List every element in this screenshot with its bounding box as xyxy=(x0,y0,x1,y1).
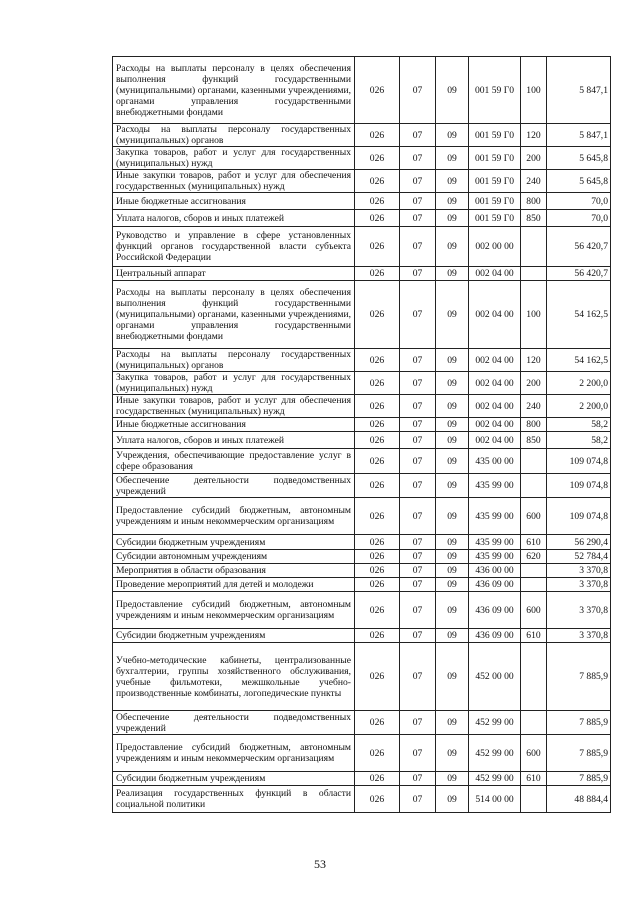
row-target-code: 002 04 00 xyxy=(469,372,521,395)
table-row xyxy=(113,267,611,281)
row-ved-code: 026 xyxy=(355,372,400,395)
row-target-code: 002 04 00 xyxy=(469,432,521,449)
row-section-code: 07 xyxy=(400,578,436,592)
row-section-code: 07 xyxy=(400,57,436,124)
table-row xyxy=(113,124,611,147)
row-subsection-code: 09 xyxy=(436,227,469,267)
row-section-code: 07 xyxy=(400,629,436,643)
row-section-code: 07 xyxy=(400,498,436,535)
row-expense-type xyxy=(521,643,547,711)
row-expense-type: 600 xyxy=(521,498,547,535)
row-section-code: 07 xyxy=(400,643,436,711)
table-row xyxy=(113,550,611,564)
row-amount: 52 784,4 xyxy=(547,550,611,564)
row-amount: 56 420,7 xyxy=(547,227,611,267)
row-expense-type: 800 xyxy=(521,193,547,210)
row-subsection-code: 09 xyxy=(436,550,469,564)
row-ved-code: 026 xyxy=(355,711,400,735)
row-amount: 3 370,8 xyxy=(547,629,611,643)
row-subsection-code: 09 xyxy=(436,772,469,786)
row-section-code: 07 xyxy=(400,772,436,786)
row-target-code: 001 59 Г0 xyxy=(469,147,521,170)
row-subsection-code: 09 xyxy=(436,267,469,281)
row-expense-type: 240 xyxy=(521,395,547,418)
row-target-code: 001 59 Г0 xyxy=(469,57,521,124)
row-ved-code: 026 xyxy=(355,449,400,474)
row-section-code: 07 xyxy=(400,147,436,170)
row-expense-type xyxy=(521,449,547,474)
row-target-code: 435 99 00 xyxy=(469,498,521,535)
row-expense-type: 850 xyxy=(521,432,547,449)
table-row xyxy=(113,535,611,550)
row-target-code: 002 04 00 xyxy=(469,418,521,432)
row-ved-code: 026 xyxy=(355,147,400,170)
row-section-code: 07 xyxy=(400,227,436,267)
row-ved-code: 026 xyxy=(355,210,400,227)
table-row xyxy=(113,449,611,474)
row-target-code: 002 04 00 xyxy=(469,349,521,372)
row-ved-code: 026 xyxy=(355,418,400,432)
row-ved-code: 026 xyxy=(355,578,400,592)
row-name: Закупка товаров, работ и услуг для государственных (муниципальных) нужд xyxy=(113,147,355,170)
row-name: Проведение мероприятий для детей и молодежи xyxy=(113,578,355,592)
row-name: Мероприятия в области образования xyxy=(113,564,355,578)
row-amount: 54 162,5 xyxy=(547,281,611,349)
row-target-code: 514 00 00 xyxy=(469,786,521,813)
row-ved-code: 026 xyxy=(355,227,400,267)
row-subsection-code: 09 xyxy=(436,281,469,349)
row-subsection-code: 09 xyxy=(436,786,469,813)
row-target-code: 001 59 Г0 xyxy=(469,170,521,193)
row-target-code: 001 59 Г0 xyxy=(469,193,521,210)
row-subsection-code: 09 xyxy=(436,643,469,711)
row-name: Центральный аппарат xyxy=(113,267,355,281)
table-row xyxy=(113,629,611,643)
row-ved-code: 026 xyxy=(355,170,400,193)
row-section-code: 07 xyxy=(400,372,436,395)
table-row xyxy=(113,711,611,735)
row-amount: 7 885,9 xyxy=(547,772,611,786)
row-expense-type: 120 xyxy=(521,349,547,372)
row-subsection-code: 09 xyxy=(436,147,469,170)
row-ved-code: 026 xyxy=(355,786,400,813)
row-amount: 7 885,9 xyxy=(547,711,611,735)
row-target-code: 002 04 00 xyxy=(469,267,521,281)
row-expense-type: 100 xyxy=(521,281,547,349)
row-subsection-code: 09 xyxy=(436,395,469,418)
row-name: Обеспечение деятельности подведомственных учреждений xyxy=(113,711,355,735)
row-name: Субсидии автономным учреждениям xyxy=(113,550,355,564)
row-name: Иные бюджетные ассигнования xyxy=(113,193,355,210)
row-name: Субсидии бюджетным учреждениям xyxy=(113,535,355,550)
row-expense-type: 120 xyxy=(521,124,547,147)
row-expense-type: 600 xyxy=(521,592,547,629)
row-subsection-code: 09 xyxy=(436,629,469,643)
row-target-code: 436 09 00 xyxy=(469,629,521,643)
row-target-code: 452 00 00 xyxy=(469,643,521,711)
row-subsection-code: 09 xyxy=(436,449,469,474)
table-row xyxy=(113,592,611,629)
row-target-code: 436 09 00 xyxy=(469,592,521,629)
row-subsection-code: 09 xyxy=(436,170,469,193)
row-amount: 48 884,4 xyxy=(547,786,611,813)
row-amount: 3 370,8 xyxy=(547,578,611,592)
row-section-code: 07 xyxy=(400,550,436,564)
row-amount: 5 847,1 xyxy=(547,57,611,124)
table-row xyxy=(113,349,611,372)
row-section-code: 07 xyxy=(400,418,436,432)
row-section-code: 07 xyxy=(400,711,436,735)
row-amount: 58,2 xyxy=(547,432,611,449)
row-expense-type: 800 xyxy=(521,418,547,432)
row-ved-code: 026 xyxy=(355,550,400,564)
row-ved-code: 026 xyxy=(355,643,400,711)
budget-table xyxy=(112,56,611,813)
row-amount: 3 370,8 xyxy=(547,564,611,578)
row-target-code: 436 00 00 xyxy=(469,564,521,578)
row-section-code: 07 xyxy=(400,193,436,210)
row-subsection-code: 09 xyxy=(436,124,469,147)
row-expense-type: 240 xyxy=(521,170,547,193)
row-expense-type: 620 xyxy=(521,550,547,564)
row-ved-code: 026 xyxy=(355,432,400,449)
row-subsection-code: 09 xyxy=(436,578,469,592)
row-subsection-code: 09 xyxy=(436,535,469,550)
row-amount: 109 074,8 xyxy=(547,449,611,474)
row-ved-code: 026 xyxy=(355,772,400,786)
row-name: Расходы на выплаты персоналу государственных (муниципальных) органов xyxy=(113,124,355,147)
row-expense-type: 600 xyxy=(521,735,547,772)
row-section-code: 07 xyxy=(400,592,436,629)
row-section-code: 07 xyxy=(400,210,436,227)
row-expense-type: 610 xyxy=(521,772,547,786)
row-ved-code: 026 xyxy=(355,498,400,535)
page-number: 53 xyxy=(314,857,326,871)
row-subsection-code: 09 xyxy=(436,564,469,578)
table-row xyxy=(113,578,611,592)
row-amount: 7 885,9 xyxy=(547,643,611,711)
row-expense-type: 100 xyxy=(521,57,547,124)
table-row xyxy=(113,170,611,193)
table-row xyxy=(113,432,611,449)
row-target-code: 452 99 00 xyxy=(469,735,521,772)
row-expense-type xyxy=(521,578,547,592)
row-section-code: 07 xyxy=(400,170,436,193)
row-name: Закупка товаров, работ и услуг для государственных (муниципальных) нужд xyxy=(113,372,355,395)
row-name: Иные бюджетные ассигнования xyxy=(113,418,355,432)
row-expense-type: 850 xyxy=(521,210,547,227)
row-expense-type xyxy=(521,474,547,498)
row-subsection-code: 09 xyxy=(436,711,469,735)
row-name: Субсидии бюджетным учреждениям xyxy=(113,629,355,643)
row-section-code: 07 xyxy=(400,535,436,550)
row-expense-type: 200 xyxy=(521,372,547,395)
table-row xyxy=(113,643,611,711)
row-name: Обеспечение деятельности подведомственных учреждений xyxy=(113,474,355,498)
row-ved-code: 026 xyxy=(355,535,400,550)
table-body xyxy=(113,57,611,813)
row-ved-code: 026 xyxy=(355,193,400,210)
row-name: Учебно-методические кабинеты, централизованные бухгалтерии, группы хозяйственного обслуживания, учебные фильмотеки, межшкольные учебно-производственные комбинаты, логопедические пункты xyxy=(113,643,355,711)
row-amount: 2 200,0 xyxy=(547,372,611,395)
row-subsection-code: 09 xyxy=(436,418,469,432)
row-amount: 58,2 xyxy=(547,418,611,432)
row-amount: 56 290,4 xyxy=(547,535,611,550)
row-amount: 5 645,8 xyxy=(547,147,611,170)
row-name: Уплата налогов, сборов и иных платежей xyxy=(113,432,355,449)
row-amount: 109 074,8 xyxy=(547,474,611,498)
row-ved-code: 026 xyxy=(355,564,400,578)
row-target-code: 435 99 00 xyxy=(469,474,521,498)
row-expense-type xyxy=(521,786,547,813)
row-subsection-code: 09 xyxy=(436,432,469,449)
row-ved-code: 026 xyxy=(355,267,400,281)
row-expense-type xyxy=(521,711,547,735)
row-ved-code: 026 xyxy=(355,349,400,372)
row-name: Расходы на выплаты персоналу в целях обеспечения выполнения функций государственными (муниципальными) органами, казенными учреждениями, органами управления государственными внебюджетными фондами xyxy=(113,281,355,349)
row-amount: 54 162,5 xyxy=(547,349,611,372)
row-section-code: 07 xyxy=(400,474,436,498)
row-name: Иные закупки товаров, работ и услуг для обеспечения государственных (муниципальных) нужд xyxy=(113,395,355,418)
row-amount: 70,0 xyxy=(547,210,611,227)
row-subsection-code: 09 xyxy=(436,349,469,372)
row-amount: 56 420,7 xyxy=(547,267,611,281)
row-subsection-code: 09 xyxy=(436,193,469,210)
row-name: Руководство и управление в сфере установленных функций органов государственной власти субъекта Российской Федерации xyxy=(113,227,355,267)
row-target-code: 002 00 00 xyxy=(469,227,521,267)
row-amount: 109 074,8 xyxy=(547,498,611,535)
row-amount: 3 370,8 xyxy=(547,592,611,629)
row-name: Предоставление субсидий бюджетным, автономным учреждениям и иным некоммерческим организациям xyxy=(113,592,355,629)
row-subsection-code: 09 xyxy=(436,735,469,772)
row-section-code: 07 xyxy=(400,267,436,281)
row-expense-type xyxy=(521,564,547,578)
row-expense-type xyxy=(521,267,547,281)
row-section-code: 07 xyxy=(400,432,436,449)
row-amount: 5 645,8 xyxy=(547,170,611,193)
row-expense-type: 610 xyxy=(521,535,547,550)
row-ved-code: 026 xyxy=(355,629,400,643)
row-subsection-code: 09 xyxy=(436,57,469,124)
row-name: Предоставление субсидий бюджетным, автономным учреждениям и иным некоммерческим организациям xyxy=(113,498,355,535)
table-row xyxy=(113,735,611,772)
row-ved-code: 026 xyxy=(355,735,400,772)
row-target-code: 002 04 00 xyxy=(469,281,521,349)
row-name: Расходы на выплаты персоналу государственных (муниципальных) органов xyxy=(113,349,355,372)
row-name: Предоставление субсидий бюджетным, автономным учреждениям и иным некоммерческим организациям xyxy=(113,735,355,772)
row-ved-code: 026 xyxy=(355,57,400,124)
row-ved-code: 026 xyxy=(355,592,400,629)
table-row xyxy=(113,418,611,432)
table-row xyxy=(113,372,611,395)
table-row xyxy=(113,498,611,535)
row-target-code: 452 99 00 xyxy=(469,711,521,735)
row-target-code: 452 99 00 xyxy=(469,772,521,786)
row-section-code: 07 xyxy=(400,564,436,578)
row-name: Учреждения, обеспечивающие предоставление услуг в сфере образования xyxy=(113,449,355,474)
row-section-code: 07 xyxy=(400,735,436,772)
table-row xyxy=(113,147,611,170)
row-target-code: 435 00 00 xyxy=(469,449,521,474)
row-section-code: 07 xyxy=(400,124,436,147)
row-amount: 70,0 xyxy=(547,193,611,210)
row-target-code: 002 04 00 xyxy=(469,395,521,418)
row-amount: 7 885,9 xyxy=(547,735,611,772)
row-section-code: 07 xyxy=(400,281,436,349)
row-section-code: 07 xyxy=(400,449,436,474)
row-name: Иные закупки товаров, работ и услуг для обеспечения государственных (муниципальных) нужд xyxy=(113,170,355,193)
row-name: Субсидии бюджетным учреждениям xyxy=(113,772,355,786)
table-row xyxy=(113,281,611,349)
table-row xyxy=(113,564,611,578)
table-row xyxy=(113,227,611,267)
row-name: Реализация государственных функций в области социальной политики xyxy=(113,786,355,813)
row-target-code: 435 99 00 xyxy=(469,535,521,550)
row-name: Уплата налогов, сборов и иных платежей xyxy=(113,210,355,227)
table-row xyxy=(113,772,611,786)
row-target-code: 001 59 Г0 xyxy=(469,210,521,227)
table-row xyxy=(113,395,611,418)
row-ved-code: 026 xyxy=(355,124,400,147)
table-row xyxy=(113,786,611,813)
table-row xyxy=(113,210,611,227)
row-subsection-code: 09 xyxy=(436,498,469,535)
row-expense-type: 610 xyxy=(521,629,547,643)
row-subsection-code: 09 xyxy=(436,592,469,629)
row-subsection-code: 09 xyxy=(436,372,469,395)
table-row xyxy=(113,57,611,124)
row-name: Расходы на выплаты персоналу в целях обеспечения выполнения функций государственными (муниципальными) органами, казенными учреждениями, органами управления государственными внебюджетными фондами xyxy=(113,57,355,124)
row-target-code: 435 99 00 xyxy=(469,550,521,564)
row-expense-type xyxy=(521,227,547,267)
row-ved-code: 026 xyxy=(355,474,400,498)
row-ved-code: 026 xyxy=(355,395,400,418)
row-target-code: 001 59 Г0 xyxy=(469,124,521,147)
row-ved-code: 026 xyxy=(355,281,400,349)
table-row xyxy=(113,193,611,210)
row-expense-type: 200 xyxy=(521,147,547,170)
table-row xyxy=(113,474,611,498)
row-section-code: 07 xyxy=(400,395,436,418)
row-subsection-code: 09 xyxy=(436,474,469,498)
row-target-code: 436 09 00 xyxy=(469,578,521,592)
row-section-code: 07 xyxy=(400,786,436,813)
row-amount: 5 847,1 xyxy=(547,124,611,147)
row-section-code: 07 xyxy=(400,349,436,372)
row-amount: 2 200,0 xyxy=(547,395,611,418)
row-subsection-code: 09 xyxy=(436,210,469,227)
